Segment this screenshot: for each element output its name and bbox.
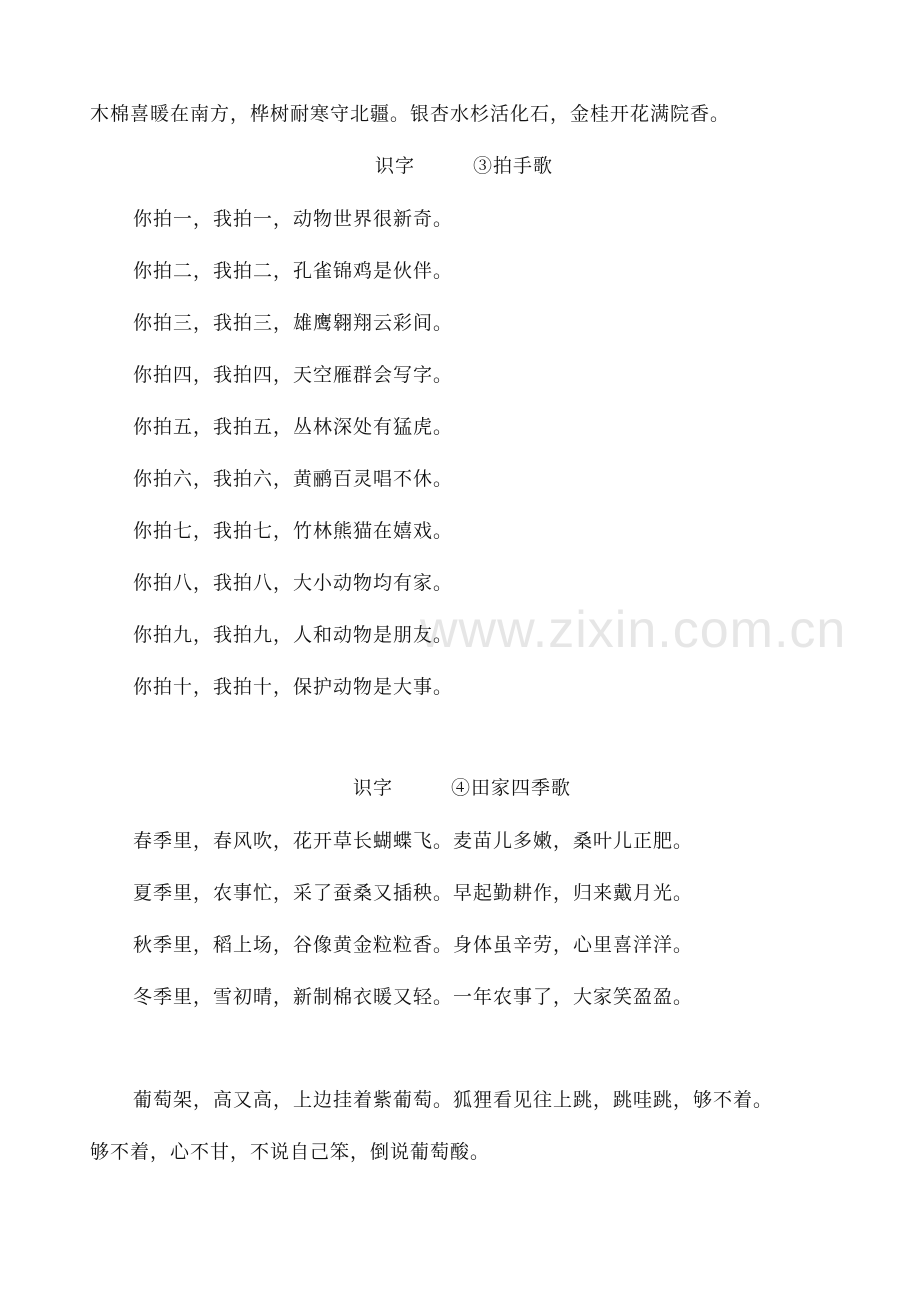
section4-title: ④田家四季歌 [451,777,572,799]
grapes-line-1: 葡萄架，高又高，上边挂着紫葡萄。狐狸看见往上跳，跳哇跳，够不着。 [133,1089,774,1111]
section3-label: 识字 [375,155,416,177]
section4-line: 冬季里，雪初晴，新制棉衣暖又轻。一年农事了，大家笑盈盈。 [133,986,694,1008]
section4-line: 秋季里，稻上场，谷像黄金粒粒香。身体虽辛劳，心里喜洋洋。 [133,934,694,956]
section3-line: 你拍十，我拍十，保护动物是大事。 [133,676,454,698]
section4-line: 夏季里，农事忙，采了蚕桑又插秧。早起勤耕作，归来戴月光。 [133,882,694,904]
section3-line: 你拍一，我拍一，动物世界很新奇。 [133,208,454,230]
grapes-line-2: 够不着，心不甘，不说自己笨，倒说葡萄酸。 [90,1141,491,1163]
section3-line: 你拍三，我拍三，雄鹰翱翔云彩间。 [133,312,454,334]
section3-line: 你拍八，我拍八，大小动物均有家。 [133,572,454,594]
section3-line: 你拍四，我拍四，天空雁群会写字。 [133,364,454,386]
intro-line: 木棉喜暖在南方，桦树耐寒守北疆。银杏水杉活化石，金桂开花满院香。 [90,103,731,125]
section3-line: 你拍九，我拍九，人和动物是朋友。 [133,624,454,646]
section3-title: ③拍手歌 [473,155,554,177]
section3-heading [375,153,553,179]
section3-line: 你拍五，我拍五，丛林深处有猛虎。 [133,416,454,438]
section3-line: 你拍二，我拍二，孔雀锦鸡是伙伴。 [133,260,454,282]
section4-label: 识字 [353,777,394,799]
section3-line: 你拍六，我拍六，黄鹂百灵唱不休。 [133,468,454,490]
section4-heading [353,775,571,801]
section4-line: 春季里，春风吹，花开草长蝴蝶飞。麦苗儿多嫩，桑叶儿正肥。 [133,830,694,852]
section3-line: 你拍七，我拍七，竹林熊猫在嬉戏。 [133,520,454,542]
watermark: www.zixin.com.cn [420,601,847,659]
